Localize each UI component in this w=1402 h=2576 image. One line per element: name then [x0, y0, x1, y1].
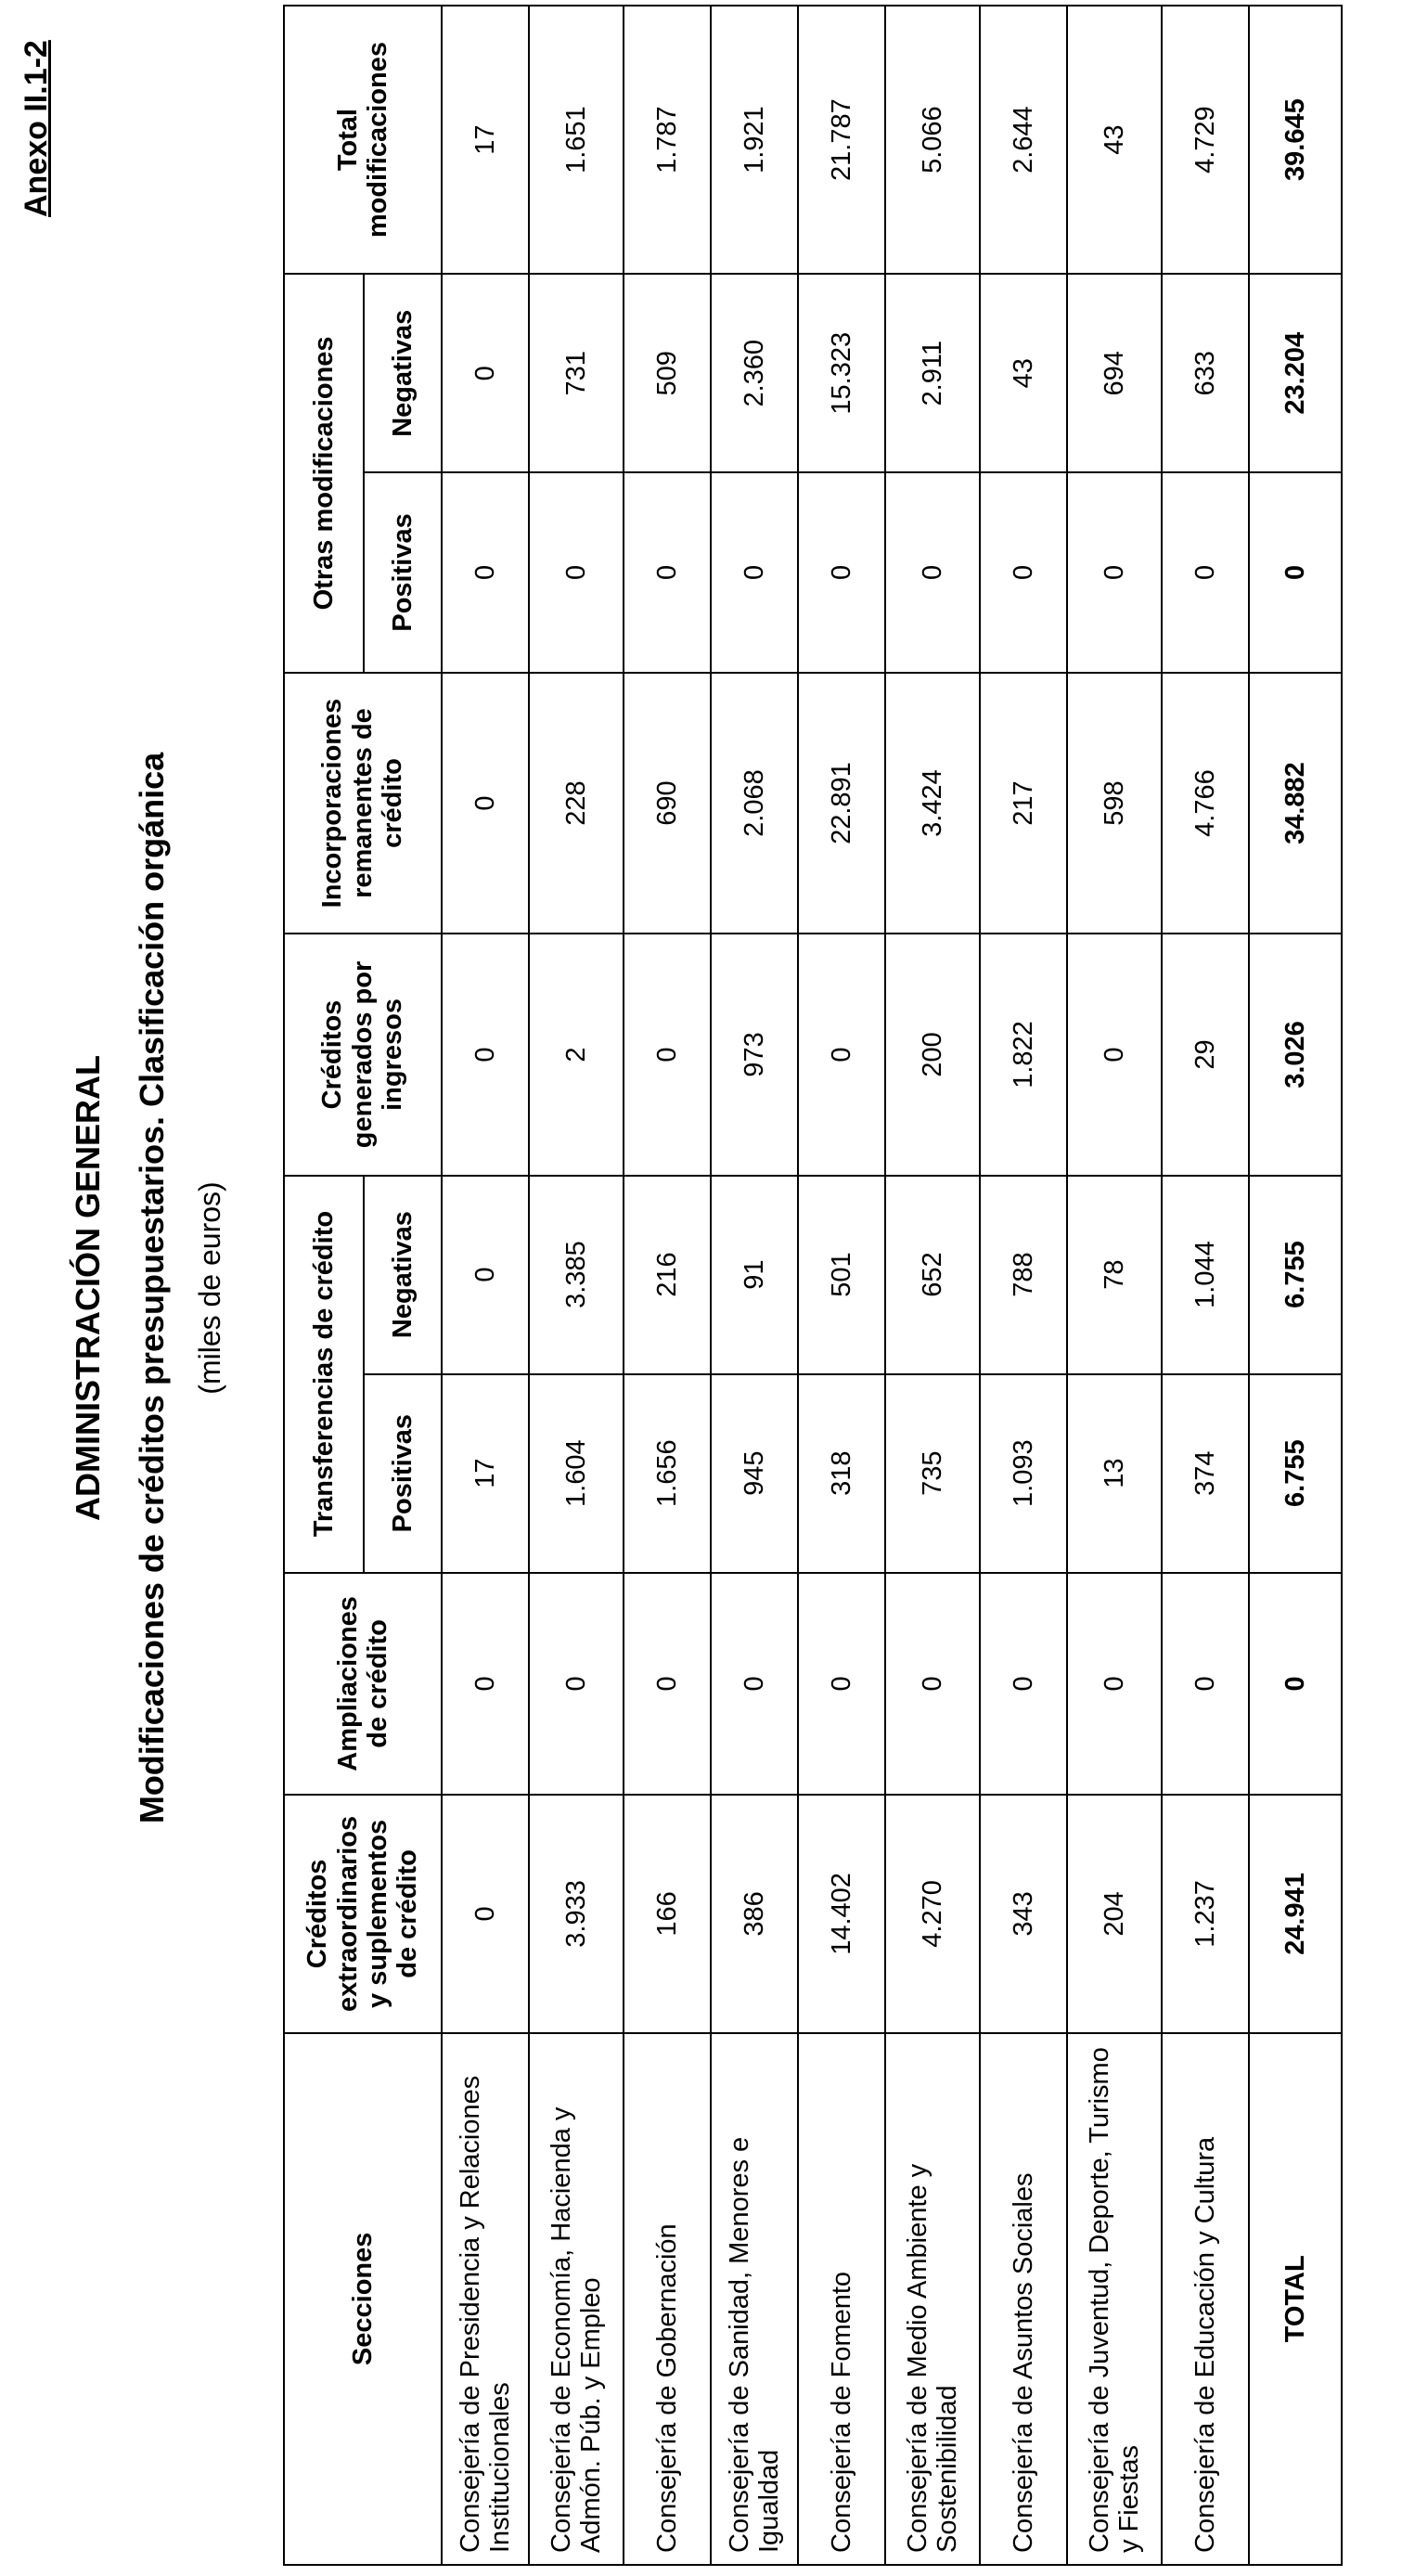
cell-otras-positivas: 0	[798, 472, 885, 672]
cell-transferencias-negativas: 788	[980, 1176, 1067, 1374]
total-otras-negativas: 23.204	[1249, 274, 1342, 472]
cell-total: 43	[1067, 6, 1162, 274]
header-secciones: Secciones	[284, 2033, 442, 2565]
cell-ampliaciones: 0	[529, 1573, 624, 1796]
cell-transferencias-negativas: 501	[798, 1176, 885, 1374]
cell-seccion: Consejería de Juventud, Deporte, Turismo y Fiestas	[1067, 2033, 1162, 2565]
cell-creditos-generados: 0	[798, 934, 885, 1175]
cell-transferencias-negativas: 0	[442, 1176, 529, 1374]
table-row	[624, 6, 711, 2565]
table-row	[442, 6, 529, 2565]
cell-transferencias-negativas: 91	[711, 1176, 798, 1374]
cell-transferencias-positivas: 13	[1067, 1374, 1162, 1573]
total-modificaciones: 39.645	[1249, 6, 1342, 274]
cell-otras-positivas: 0	[1162, 472, 1249, 672]
cell-transferencias-negativas: 652	[885, 1176, 980, 1374]
units-note: (miles de euros)	[193, 1181, 226, 1395]
cell-seccion: Consejería de Gobernación	[624, 2033, 711, 2565]
header-transferencias-negativas: Negativas	[364, 1176, 442, 1374]
cell-otras-negativas: 633	[1162, 274, 1249, 472]
table-row	[711, 6, 798, 2565]
cell-total: 4.729	[1162, 6, 1249, 274]
header-ampliaciones: Ampliaciones de crédito	[284, 1573, 442, 1796]
cell-ampliaciones: 0	[1162, 1573, 1249, 1796]
header-transferencias: Transferencias de crédito	[284, 1176, 364, 1573]
cell-transferencias-positivas: 1.656	[624, 1374, 711, 1573]
cell-creditos-extraordinarios: 204	[1067, 1795, 1162, 2032]
header-otras-negativas: Negativas	[364, 274, 442, 472]
cell-creditos-generados: 0	[1067, 934, 1162, 1175]
cell-creditos-extraordinarios: 4.270	[885, 1795, 980, 2032]
cell-total: 17	[442, 6, 529, 274]
cell-seccion: Consejería de Economía, Hacienda y Admón. Púb. y Empleo	[529, 2033, 624, 2565]
total-ampliaciones: 0	[1249, 1573, 1342, 1796]
cell-transferencias-negativas: 1.044	[1162, 1176, 1249, 1374]
cell-ampliaciones: 0	[711, 1573, 798, 1796]
table-row	[798, 6, 885, 2565]
total-incorporaciones: 34.882	[1249, 673, 1342, 934]
cell-transferencias-positivas: 318	[798, 1374, 885, 1573]
cell-incorporaciones: 598	[1067, 673, 1162, 934]
cell-creditos-extraordinarios: 166	[624, 1795, 711, 2032]
cell-total: 2.644	[980, 6, 1067, 274]
cell-total: 21.787	[798, 6, 885, 274]
cell-transferencias-positivas: 374	[1162, 1374, 1249, 1573]
cell-seccion: Consejería de Fomento	[798, 2033, 885, 2565]
cell-creditos-extraordinarios: 343	[980, 1795, 1067, 2032]
cell-seccion: Consejería de Educación y Cultura	[1162, 2033, 1249, 2565]
cell-creditos-extraordinarios: 1.237	[1162, 1795, 1249, 2032]
cell-otras-negativas: 2.360	[711, 274, 798, 472]
cell-transferencias-positivas: 1.604	[529, 1374, 624, 1573]
cell-otras-positivas: 0	[442, 472, 529, 672]
cell-creditos-generados: 973	[711, 934, 798, 1175]
cell-incorporaciones: 690	[624, 673, 711, 934]
cell-transferencias-positivas: 945	[711, 1374, 798, 1573]
cell-incorporaciones: 228	[529, 673, 624, 934]
cell-transferencias-positivas: 17	[442, 1374, 529, 1573]
cell-creditos-generados: 0	[624, 934, 711, 1175]
cell-ampliaciones: 0	[980, 1573, 1067, 1796]
cell-otras-negativas: 2.911	[885, 274, 980, 472]
header-total-modificaciones: Total modificaciones	[284, 6, 442, 274]
cell-creditos-extraordinarios: 3.933	[529, 1795, 624, 2032]
total-otras-positivas: 0	[1249, 472, 1342, 672]
cell-transferencias-positivas: 735	[885, 1374, 980, 1573]
cell-otras-positivas: 0	[624, 472, 711, 672]
cell-transferencias-positivas: 1.093	[980, 1374, 1067, 1573]
header-row-top	[284, 6, 364, 2565]
cell-total: 1.787	[624, 6, 711, 274]
cell-creditos-generados: 29	[1162, 934, 1249, 1175]
cell-creditos-extraordinarios: 386	[711, 1795, 798, 2032]
cell-transferencias-negativas: 3.385	[529, 1176, 624, 1374]
cell-otras-negativas: 509	[624, 274, 711, 472]
cell-otras-positivas: 0	[711, 472, 798, 672]
cell-seccion: Consejería de Sanidad, Menores e Igualdad	[711, 2033, 798, 2565]
cell-seccion: Consejería de Asuntos Sociales	[980, 2033, 1067, 2565]
header-transferencias-positivas: Positivas	[364, 1374, 442, 1573]
table-row	[1067, 6, 1162, 2565]
table-row	[885, 6, 980, 2565]
cell-ampliaciones: 0	[624, 1573, 711, 1796]
document-title: ADMINISTRACIÓN GENERAL	[69, 1055, 107, 1521]
header-creditos-generados: Créditos generados por ingresos	[284, 934, 442, 1175]
cell-otras-negativas: 43	[980, 274, 1067, 472]
cell-incorporaciones: 0	[442, 673, 529, 934]
table-row	[1162, 6, 1249, 2565]
cell-otras-negativas: 731	[529, 274, 624, 472]
cell-ampliaciones: 0	[1067, 1573, 1162, 1796]
total-label: TOTAL	[1249, 2033, 1342, 2565]
total-creditos-extraordinarios: 24.941	[1249, 1795, 1342, 2032]
cell-otras-negativas: 694	[1067, 274, 1162, 472]
cell-creditos-generados: 2	[529, 934, 624, 1175]
modifications-table	[283, 5, 1343, 2566]
cell-transferencias-negativas: 216	[624, 1176, 711, 1374]
cell-incorporaciones: 2.068	[711, 673, 798, 934]
table-row	[529, 6, 624, 2565]
cell-otras-positivas: 0	[980, 472, 1067, 672]
cell-incorporaciones: 4.766	[1162, 673, 1249, 934]
cell-incorporaciones: 22.891	[798, 673, 885, 934]
header-creditos-extraordinarios: Créditos extraordinarios y suplementos de crédito	[284, 1795, 442, 2032]
annex-label: Anexo II.1-2	[19, 40, 54, 217]
cell-otras-positivas: 0	[885, 472, 980, 672]
cell-incorporaciones: 3.424	[885, 673, 980, 934]
total-row	[1249, 6, 1342, 2565]
cell-creditos-generados: 200	[885, 934, 980, 1175]
header-otras-modificaciones: Otras modificaciones	[284, 274, 364, 672]
cell-seccion: Consejería de Presidencia y Relaciones Institucionales	[442, 2033, 529, 2565]
total-creditos-generados: 3.026	[1249, 934, 1342, 1175]
cell-incorporaciones: 217	[980, 673, 1067, 934]
cell-otras-negativas: 15.323	[798, 274, 885, 472]
cell-total: 5.066	[885, 6, 980, 274]
cell-otras-positivas: 0	[1067, 472, 1162, 672]
cell-ampliaciones: 0	[442, 1573, 529, 1796]
total-transferencias-positivas: 6.755	[1249, 1374, 1342, 1573]
cell-seccion: Consejería de Medio Ambiente y Sostenibilidad	[885, 2033, 980, 2565]
cell-total: 1.651	[529, 6, 624, 274]
cell-creditos-generados: 0	[442, 934, 529, 1175]
cell-creditos-extraordinarios: 0	[442, 1795, 529, 2032]
table-row	[980, 6, 1067, 2565]
cell-transferencias-negativas: 78	[1067, 1176, 1162, 1374]
cell-otras-positivas: 0	[529, 472, 624, 672]
cell-ampliaciones: 0	[798, 1573, 885, 1796]
cell-otras-negativas: 0	[442, 274, 529, 472]
total-transferencias-negativas: 6.755	[1249, 1176, 1342, 1374]
cell-creditos-extraordinarios: 14.402	[798, 1795, 885, 2032]
document-subtitle: Modificaciones de créditos presupuestarios. Clasificación orgánica	[133, 752, 171, 1824]
header-incorporaciones: Incorporaciones remanentes de crédito	[284, 673, 442, 934]
header-otras-positivas: Positivas	[364, 472, 442, 672]
cell-creditos-generados: 1.822	[980, 934, 1067, 1175]
cell-total: 1.921	[711, 6, 798, 274]
cell-ampliaciones: 0	[885, 1573, 980, 1796]
